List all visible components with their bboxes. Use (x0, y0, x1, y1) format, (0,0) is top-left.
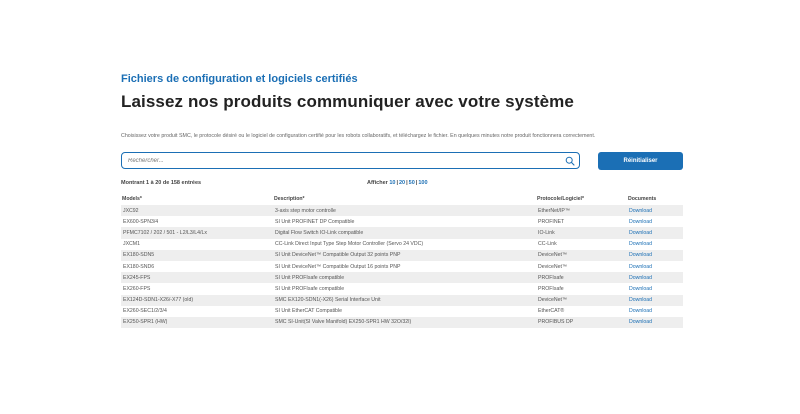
table-header-row (121, 193, 683, 205)
page-size-option[interactable]: 20 (398, 180, 406, 186)
page-size-label: Afficher (367, 180, 388, 186)
model-cell: PFMC7102 / 202 / 501 - L2/L3/L4/Lx (121, 227, 273, 238)
protocol-cell: CC-Link (536, 239, 627, 250)
download-link[interactable]: Download (627, 261, 683, 272)
protocol-cell: PROFINET (536, 216, 627, 227)
description-cell: SI Unit DeviceNet™ Compatible Output 16 points PNP (273, 261, 536, 272)
table-row (121, 261, 683, 272)
description-cell: SI Unit DeviceNet™ Compatible Output 32 points PNP (273, 250, 536, 261)
table-row (121, 283, 683, 294)
description-cell: SMC SI-Unit(SI Valve Manifold) EX250-SPR1 HW 32O/32I) (273, 317, 536, 328)
protocol-cell: EtherCAT® (536, 306, 627, 317)
separator: | (415, 180, 418, 186)
description-cell: 3-axis step motor controlle (273, 205, 536, 216)
protocol-cell: PROFIBUS DP (536, 317, 627, 328)
table-row (121, 295, 683, 306)
download-link[interactable]: Download (627, 306, 683, 317)
table-row (121, 250, 683, 261)
intro-text: Choisissez votre produit SMC, le protocole désiré ou le logiciel de configuration certifié pour les robots collaboratifs, et téléchargez le fichier. En quelques minutes notre produit fonctionnera correctement. (121, 133, 596, 139)
table-row (121, 227, 683, 238)
table-row (121, 272, 683, 283)
model-cell: EX180-SDN5 (121, 250, 273, 261)
entries-count: Montrant 1 à 20 de 158 entrées (121, 180, 202, 186)
column-header-documents: Documents (628, 196, 657, 202)
model-cell: EX260-FPS (121, 283, 273, 294)
download-link[interactable]: Download (627, 227, 683, 238)
description-cell: SI Unit EtherCAT Compatible (273, 306, 536, 317)
protocol-cell: DeviceNet™ (536, 295, 627, 306)
model-cell: EX250-SPR1 (HW) (121, 317, 273, 328)
page-title: Laissez nos produits communiquer avec votre système (121, 92, 574, 111)
protocol-cell: DeviceNet™ (536, 250, 627, 261)
search-box (121, 152, 580, 169)
separator: | (406, 180, 408, 186)
model-cell: EX124D-SDN1-X26/-X77 (old) (121, 295, 273, 306)
model-cell: JXC92 (121, 205, 273, 216)
model-cell: EX180-SND6 (121, 261, 273, 272)
model-cell: EX600-SPN3/4 (121, 216, 273, 227)
column-header-description[interactable]: Description* (274, 196, 305, 202)
page-size-option[interactable]: 100 (418, 180, 428, 186)
description-cell: Digital Flow Switch IO-Link compatible (273, 227, 536, 238)
download-link[interactable]: Download (627, 250, 683, 261)
download-link[interactable]: Download (627, 283, 683, 294)
page-subtitle: Fichiers de configuration et logiciels certifiés (121, 73, 358, 85)
model-cell: JXCM1 (121, 239, 273, 250)
description-cell: SI Unit PROFIsafe compatible (273, 272, 536, 283)
model-cell: EX260-SEC1/2/3/4 (121, 306, 273, 317)
protocol-cell: PROFIsafe (536, 283, 627, 294)
protocol-cell: IO-Link (536, 227, 627, 238)
table-row (121, 306, 683, 317)
table-row (121, 317, 683, 328)
page-size-option[interactable]: 10 (389, 180, 396, 186)
download-link[interactable]: Download (627, 239, 683, 250)
page-size-option[interactable]: 50 (408, 180, 415, 186)
table-row (121, 239, 683, 250)
model-cell: EX245-FPS (121, 272, 273, 283)
description-cell: SMC EX120-SDN1(-X26) Serial Interface Unit (273, 295, 536, 306)
description-cell: CC-Link Direct Input Type Step Motor Controller (Servo 24 VDC) (273, 239, 536, 250)
description-cell: SI Unit PROFIsafe compatible (273, 283, 536, 294)
search-icon[interactable] (565, 156, 575, 166)
protocol-cell: EtherNet/IP™ (536, 205, 627, 216)
column-header-protocol[interactable]: Protocole/Logiciel* (537, 196, 584, 202)
download-link[interactable]: Download (627, 317, 683, 328)
page-size-selector (367, 180, 428, 186)
download-link[interactable]: Download (627, 205, 683, 216)
protocol-cell: PROFIsafe (536, 272, 627, 283)
separator: | (396, 180, 398, 186)
files-table (121, 193, 683, 328)
table-row (121, 205, 683, 216)
table-row (121, 216, 683, 227)
download-link[interactable]: Download (627, 272, 683, 283)
description-cell: SI Unit PROFINET DP Compatible (273, 216, 536, 227)
search-input[interactable] (128, 155, 558, 166)
download-link[interactable]: Download (627, 216, 683, 227)
protocol-cell: DeviceNet™ (536, 261, 627, 272)
column-header-models[interactable]: Models* (122, 196, 142, 202)
reset-button[interactable]: Réinitialiser (598, 152, 683, 170)
download-link[interactable]: Download (627, 295, 683, 306)
